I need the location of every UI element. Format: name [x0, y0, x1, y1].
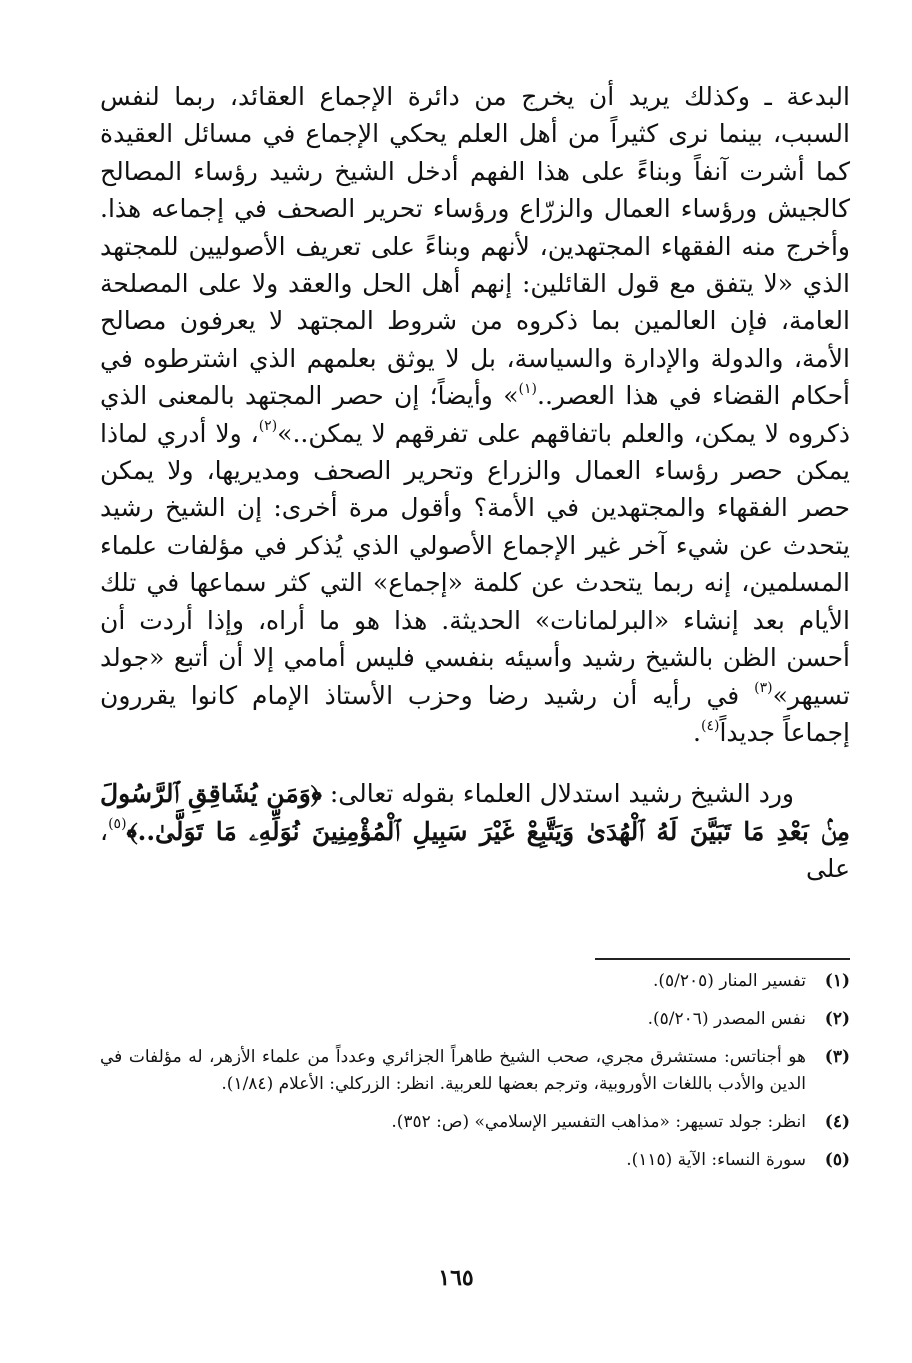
footnote-text: نفس المصدر (٥/٢٠٦).: [647, 1009, 806, 1029]
footnote-marker-2: (٢): [258, 418, 278, 435]
footnote-number: (٥): [824, 1150, 850, 1170]
body-paragraph-1: [100, 78, 850, 751]
footnote-divider: [595, 958, 850, 960]
footnote-marker-3: (٣): [754, 680, 773, 697]
footnote-item: [100, 1109, 850, 1136]
footnote-text: هو أجناتس: مستشرق مجري، صحب الشيخ طاهراً الجزائري وعدداً من علماء الأزهر، له مؤلفات في الدين والأدب باللغات الأوروبية، وترجم بعضها للعربية. انظر: الزركلي: الأعلام (١/٨٤).: [100, 1047, 806, 1094]
body-text-segment: ، ولا أدري لماذا يمكن حصر رؤساء العمال والزراع وتحرير الصحف ومديريها، ولا يمكن حصر الفقهاء والمجتهدين في الأمة؟ وأقول مرة أخرى: إن الشيخ رشيد يتحدث عن شيء آخر غير الإجماع الأصولي الذي يُذكر في مؤلفات علماء المسلمين، إنه ربما يتحدث عن كلمة «إجماع» التي كثر سماعها في تلك الأيام بعد إنشاء «البرلمانات» الحديثة. هذا هو ما أراه، وإذا أردت أن أحسن الظن بالشيخ رشيد وأسيئه بنفسي فليس أمامي إلا أن أتبع «جولد تسيهر»: [100, 418, 850, 710]
footnotes-section: [100, 968, 850, 1185]
body-text-segment: ، على: [100, 816, 850, 884]
footnote-number: (٢): [824, 1009, 850, 1029]
footnote-text: تفسير المنار (٥/٢٠٥).: [652, 971, 806, 991]
body-text-segment: » وأيضاً؛ إن حصر المجتهد بالمعنى الذي ذكروه لا يمكن، والعلم باتفاقهم على تفرقهم لا يمكن..»: [100, 381, 850, 448]
page-number: ١٦٥: [438, 1265, 474, 1291]
footnote-item: [100, 1044, 850, 1098]
book-page: [100, 78, 850, 888]
footnote-marker-4: (٤): [700, 717, 720, 734]
footnote-number: (١): [824, 971, 850, 991]
body-text-segment: ورد الشيخ رشيد استدلال العلماء بقوله تعالى:: [321, 779, 794, 809]
body-text-segment: .: [693, 717, 701, 747]
footnote-marker-5: (٥): [108, 816, 127, 833]
footnote-number: (٤): [824, 1112, 850, 1132]
footnote-item: [100, 1147, 850, 1174]
main-text-block: [100, 78, 850, 888]
quran-verse: ﴿وَمَن يُشَاقِقِ ٱلرَّسُولَ مِنۢ بَعْدِ مَا تَبَيَّنَ لَهُ ٱلْهُدَىٰ وَيَتَّبِعْ غَيْرَ سَبِيلِ ٱلْمُؤْمِنِينَ نُوَلِّهِۦ مَا تَوَلَّىٰ..﴾: [100, 779, 850, 846]
body-paragraph-2: [100, 775, 850, 887]
body-text-segment: البدعة ـ وكذلك يريد أن يخرج من دائرة الإجماع العقائد، ربما لنفس السبب، بينما نرى كثيراً من أهل العلم يحكي الإجماع في مسائل العقيدة كما أشرت آنفاً وبناءً على هذا الفهم أدخل الشيخ رشيد رؤساء المصالح كالجيش ورؤساء العمال والزرّاع ورؤساء تحرير الصحف في إجماعه هذا. وأخرج منه الفقهاء المجتهدين، لأنهم وبناءً على تعريف الأصوليين للمجتهد الذي «لا يتفق مع قول القائلين: إنهم أهل الحل والعقد ولا على المصلحة العامة، فإن العالمين بما ذكروه من شروط المجتهد لا يعرفون مصالح الأمة، والدولة والإدارة والسياسة، بل لا يوثق بعلمهم الذي اشترطوه في أحكام القضاء في هذا العصر..: [100, 82, 850, 411]
footnote-item: [100, 1006, 850, 1033]
footnote-item: [100, 968, 850, 995]
footnote-number: (٣): [824, 1047, 850, 1067]
footnote-text: انظر: جولد تسيهر: «مذاهب التفسير الإسلامي» (ص: ٣٥٢).: [391, 1112, 806, 1132]
footnote-marker-1: (١): [518, 380, 537, 397]
body-text-segment: في رأيه أن رشيد رضا وحزب الأستاذ الإمام كانوا يقررون إجماعاً جديداً: [100, 680, 850, 747]
footnote-text: سورة النساء: الآية (١١٥).: [626, 1150, 806, 1170]
